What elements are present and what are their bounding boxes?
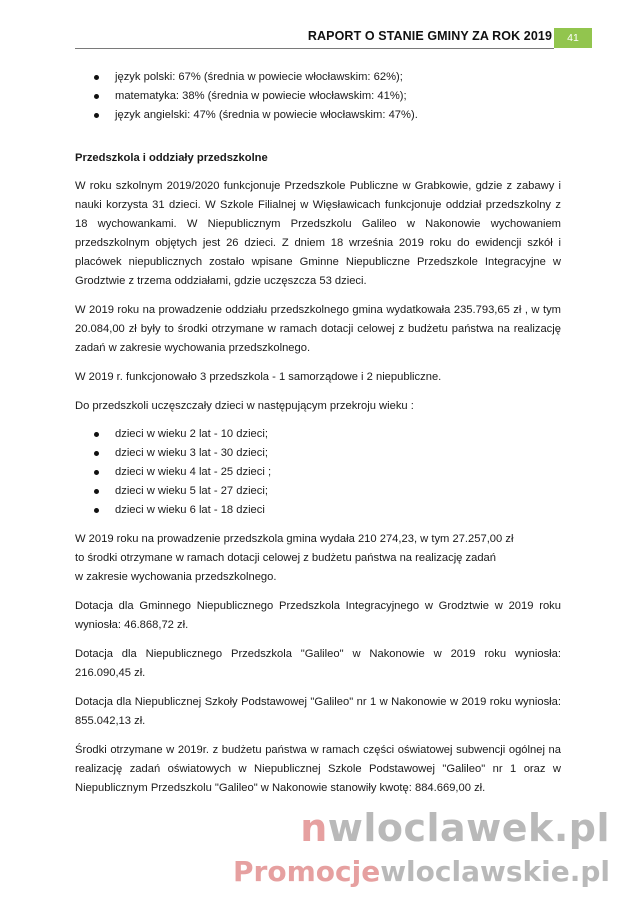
paragraph-line: to środki otrzymane w ramach dotacji celowej z budżetu państwa na realizację zadań <box>75 552 496 564</box>
watermark-accent: Promocje <box>233 855 381 888</box>
exam-results-list <box>75 68 561 125</box>
list-item: dzieci w wieku 2 lat - 10 dzieci; <box>75 425 561 444</box>
paragraph: Dotacja dla Niepublicznego Przedszkola "Galileo" w Nakonowie w 2019 roku wyniosła: 216.090,45 zł. <box>75 648 561 679</box>
list-item: język angielski: 47% (średnia w powiecie włocławskim: 47%). <box>75 106 561 125</box>
watermark-logo <box>233 855 610 888</box>
paragraph-line: W 2019 roku na prowadzenie przedszkola gmina wydała 210 274,23, w tym 27.257,00 zł <box>75 533 514 545</box>
paragraph-line: w zakresie wychowania przedszkolnego. <box>75 571 277 583</box>
document-body <box>75 68 561 798</box>
paragraph: Dotacja dla Gminnego Niepublicznego Przedszkola Integracyjnego w Grodztwie w 2019 roku wyniosła: 46.868,72 zł. <box>75 600 561 631</box>
watermark-text: wloclawek.pl <box>327 806 610 850</box>
paragraph: Do przedszkoli uczęszczały dzieci w następującym przekroju wieku : <box>75 400 414 412</box>
header-divider <box>75 48 554 49</box>
page-number-badge: 41 <box>554 28 592 48</box>
list-item: dzieci w wieku 3 lat - 30 dzieci; <box>75 444 561 463</box>
page-header <box>0 28 636 50</box>
watermark-accent: n <box>300 806 328 850</box>
list-item: matematyka: 38% (średnia w powiecie włocławskim: 41%); <box>75 87 561 106</box>
watermark-logo <box>300 806 610 850</box>
list-item: dzieci w wieku 4 lat - 25 dzieci ; <box>75 463 561 482</box>
section-heading: Przedszkola i oddziały przedszkolne <box>75 152 268 164</box>
paragraph: Środki otrzymane w 2019r. z budżetu państwa w ramach części oświatowej subwencji ogólnej na realizację zadań oświatowych w Niepublicznej Szkole Podstawowej "Galileo" nr 1 oraz w Niepublicznym Przedszkolu "Galileo" w Nakonowie stanowiły kwotę: 884.669,00 zł. <box>75 744 561 794</box>
paragraph <box>75 530 561 587</box>
paragraph: Dotacja dla Niepublicznej Szkoły Podstawowej "Galileo" nr 1 w Nakonowie w 2019 roku wyniosła: 855.042,13 zł. <box>75 696 561 727</box>
age-breakdown-list <box>75 425 561 520</box>
paragraph: W 2019 r. funkcjonowało 3 przedszkola - 1 samorządowe i 2 niepubliczne. <box>75 371 442 383</box>
list-item: dzieci w wieku 6 lat - 18 dzieci <box>75 501 561 520</box>
list-item: język polski: 67% (średnia w powiecie włocławskim: 62%); <box>75 68 561 87</box>
paragraph: W 2019 roku na prowadzenie oddziału przedszkolnego gmina wydatkowała 235.793,65 zł , w tym 20.084,00 zł były to środki otrzymane w ramach dotacji celowej z budżetu państwa na realizację zadań w zakresie wychowania przedszkolnego. <box>75 304 561 354</box>
watermark-text: wloclawskie.pl <box>380 855 610 888</box>
list-item: dzieci w wieku 5 lat - 27 dzieci; <box>75 482 561 501</box>
paragraph: W roku szkolnym 2019/2020 funkcjonuje Przedszkole Publiczne w Grabkowie, gdzie z zabawy i nauki korzysta 31 dzieci. W Szkole Filialnej w Więsławicach funkcjonuje oddział przedszkolny z 18 wychowankami. W Niepublicznym Przedszkolu Galileo w Nakonowie wychowaniem przedszkolnym objętych jest 26 dzieci. Z dniem 18 września 2019 roku do ewidencji szkół i placówek niepublicznych zostało wpisane Gminne Niepubliczne Przedszkole Integracyjne w Grodztwie z trzema oddziałami, gdzie uczęszcza 53 dzieci. <box>75 180 561 287</box>
report-title: RAPORT O STANIE GMINY ZA ROK 2019 <box>307 29 552 43</box>
